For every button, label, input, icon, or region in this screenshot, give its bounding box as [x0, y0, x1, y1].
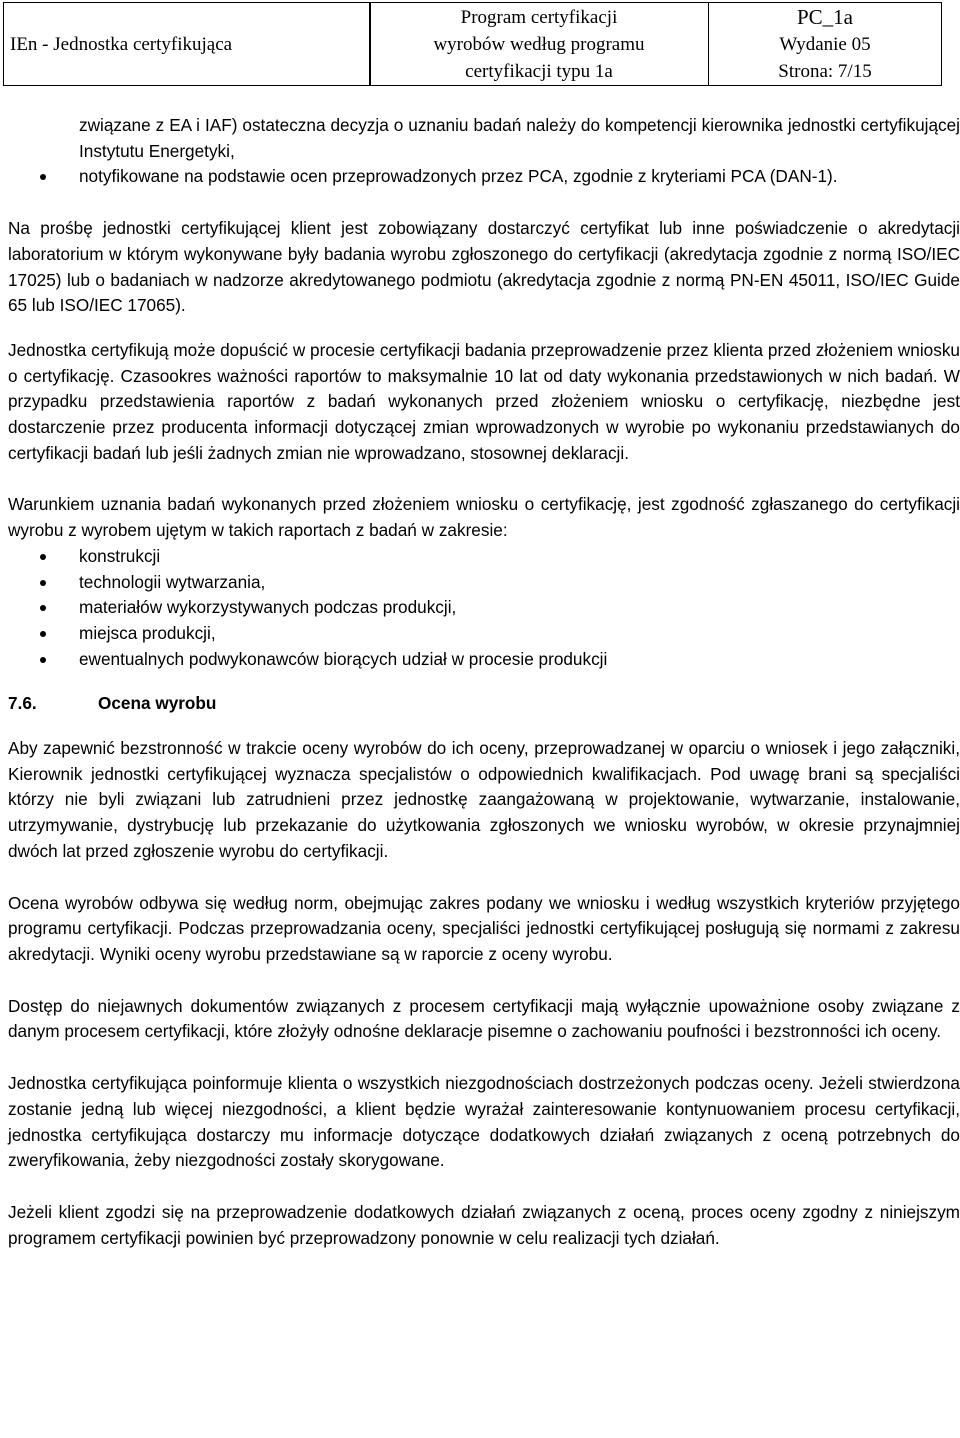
list-item-text: materiałów wykorzystywanych podczas produkcji,: [79, 597, 457, 618]
paragraph-assessment-impartiality: Aby zapewnić bezstronność w trakcie oceny wyrobów do ich oceny, przeprowadzanej w oparciu o wniosek i jego załączniki, Kierownik jednostki certyfikującej wyznacza specjalistów o odpowiednich kwalifikacjach. Pod uwagę brani są specjaliści którzy nie byli związani lub zatrudnieni przez jednostkę zaangażowaną w projektowanie, wytwarzanie, instalowanie, utrzymywanie, dystrybucję lub przekazanie do użytkowania zgłoszonych we wniosku wyrobów, w okresie przynajmniej dwóch lat przed zgłoszenie wyrobu do certyfikacji.: [8, 738, 960, 861]
list-item-continuation: związane z EA i IAF) ostateczna decyzja o uznaniu badań należy do kompetencji kierownika jednostki certyfikującej Instytutu Energetyki,: [79, 115, 960, 161]
list-item: [8, 595, 960, 621]
document-header: [3, 2, 942, 86]
header-document-code: PC_1a: [796, 4, 853, 29]
list-item-text: ewentualnych podwykonawców biorących udział w procesie produkcji: [79, 648, 608, 669]
list-item: [8, 544, 960, 570]
header-document-info: [709, 3, 941, 85]
header-organization-text: IEn - Jednostka certyfikująca: [10, 33, 233, 55]
list-item: [8, 570, 960, 596]
header-organization: [4, 3, 369, 85]
header-edition: Wydanie 05: [779, 33, 871, 55]
header-program-line-1: Program certyfikacji: [460, 6, 618, 28]
paragraph-conformity-conditions: Warunkiem uznania badań wykonanych przed złożeniem wniosku o certyfikację, jest zgodność zgłaszanego do certyfikacji wyrobu z wyrobem ujętym w takich raportach z badań w zakresie:: [8, 494, 960, 541]
header-program-line-2: wyrobów według programu: [433, 33, 645, 55]
section-heading: [8, 691, 960, 717]
header-program-line-3: certyfikacji typu 1a: [465, 60, 613, 82]
list-item-text: notyfikowane na podstawie ocen przeprowadzonych przez PCA, zgodnie z kryteriami PCA (DAN-1).: [79, 166, 838, 187]
paragraph-prior-testing: Jednostka certyfikują może dopuścić w procesie certyfikacji badania przeprowadzenie przez klienta przed złożeniem wniosku o certyfikację. Czasookres ważności raportów to maksymalnie 10 lat od daty wykonania przedstawionych w nich badań. W przypadku przedstawienia raportów z badań wykonanych przed złożeniem wniosku o certyfikację, niezbędne jest dostarczenie przez producenta informacji dotyczącej zmian wprowadzonych w wyrobie po wykonaniu przedstawianych do certyfikacji badań lub jeśli żadnych zmian nie wprowadzano, stosownej deklaracji.: [8, 339, 960, 463]
section-number: 7.6.: [8, 693, 37, 714]
list-item-text: miejsca produkcji,: [79, 622, 216, 643]
paragraph-nonconformities: Jednostka certyfikująca poinformuje klienta o wszystkich niezgodnościach dostrzeżonych podczas oceny. Jeżeli stwierdzona zostanie jedną lub więcej niezgodności, a klient będzie wyrażał zainteresowanie kontynuowaniem procesu certyfikacji, jednostka certyfikująca dostarczy mu informacje dotyczące dodatkowych działań związanych z oceną potrzebnych do zweryfikowania, żeby niezgodności zostały skorygowane.: [8, 1073, 960, 1171]
paragraph-lab-accreditation: Na prośbę jednostki certyfikującej klient jest zobowiązany dostarczyć certyfikat lub inne poświadczenie o akredytacji laboratorium w którym wykonywane były badania wyrobu zgłoszonego do certyfikacji (akredytacja zgodnie z normą ISO/IEC 17025) lub o badaniach w nadzorze akredytowanego podmiotu (akredytacja zgodnie z normą PN-EN 45011, ISO/IEC Guide 65 lub ISO/IEC 17065).: [8, 218, 960, 316]
list-item: [8, 164, 960, 190]
accreditation-list: [8, 113, 960, 190]
document-body: [8, 113, 960, 1251]
header-program-title: [371, 3, 708, 85]
scope-list: [8, 544, 960, 673]
header-page-number: Strona: 7/15: [778, 60, 872, 82]
list-item-text: technologii wytwarzania,: [79, 571, 266, 592]
list-item: [8, 621, 960, 647]
paragraph-confidential-access: Dostęp do niejawnych dokumentów związanych z procesem certyfikacji mają wyłącznie upoważnione osoby związane z danym procesem certyfikacji, które złożyły odnośne deklaracje pisemne o zachowaniu poufności i bezstronności ich oceny.: [8, 995, 960, 1042]
paragraph-assessment-standards: Ocena wyrobów odbywa się według norm, obejmując zakres podany we wniosku i według wszystkich kryteriów przyjętego programu certyfikacji. Podczas przeprowadzania oceny, specjaliści jednostki certyfikującej posługują się normami z zakresu akredytacji. Wyniki oceny wyrobu przedstawiane są w raporcie z oceny wyrobu.: [8, 892, 960, 964]
list-item: [8, 647, 960, 673]
paragraph-additional-actions: Jeżeli klient zgodzi się na przeprowadzenie dodatkowych działań związanych z oceną, proces oceny zgodny z niniejszym programem certyfikacji powinien być przeprowadzony ponownie w celu realizacji tych działań.: [8, 1201, 960, 1248]
list-item-text: konstrukcji: [79, 545, 161, 566]
section-title: Ocena wyrobu: [98, 693, 217, 714]
